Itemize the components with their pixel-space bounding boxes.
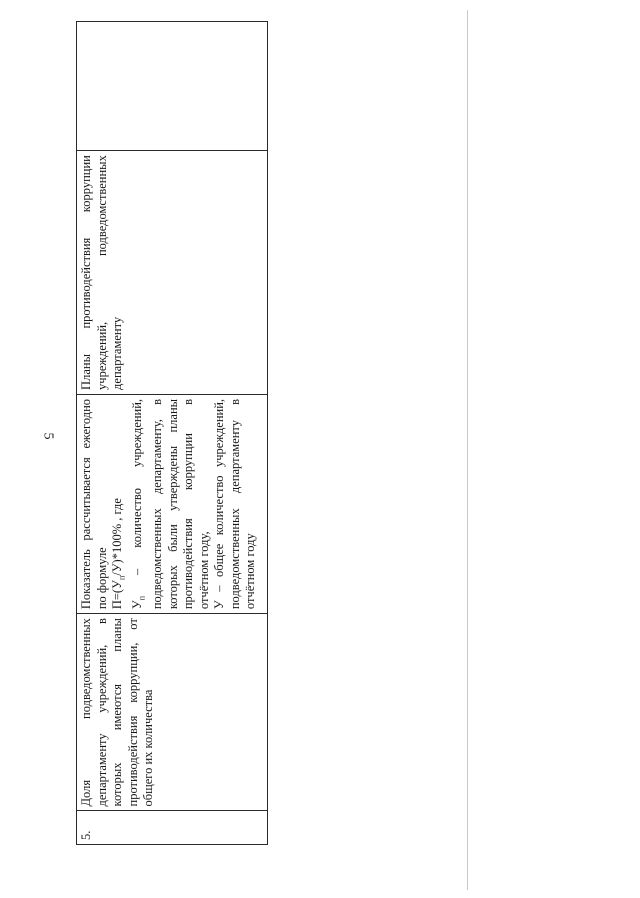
table-row [77,22,268,845]
indicator-name: Доля подведомственных департаменту учреждений, в которых имеются планы противодействия коррупции, от общего их количества [79,618,155,807]
indicator-name-cell [77,614,268,811]
data-source: Планы противодействия коррупции учреждений, подведомственных департаменту [79,155,124,390]
data-source-cell [77,151,268,395]
row-number-cell [77,811,268,845]
calculation-intro: Показатель рассчитывается ежегодно по формуле [79,398,109,610]
empty-cell [77,22,268,151]
binding-line [467,10,468,890]
indicator-table-wrapper [76,21,268,845]
row-number: 5. [79,830,93,840]
indicator-table [76,21,268,845]
formula-definition-2: У – общее количество учреждений, подведомственных департаменту в отчётном году [212,398,257,610]
page-number: 5 [40,432,56,440]
calculation-formula: $П=(У_п/У)*100\%$ , где [110,498,127,610]
formula-definition-1: $У_п$ – количество учреждений, подведомственных департаменту, в которых были утверждены планы противодействия коррупции в отчётном году, [130,398,211,610]
calculation-cell [77,394,268,613]
